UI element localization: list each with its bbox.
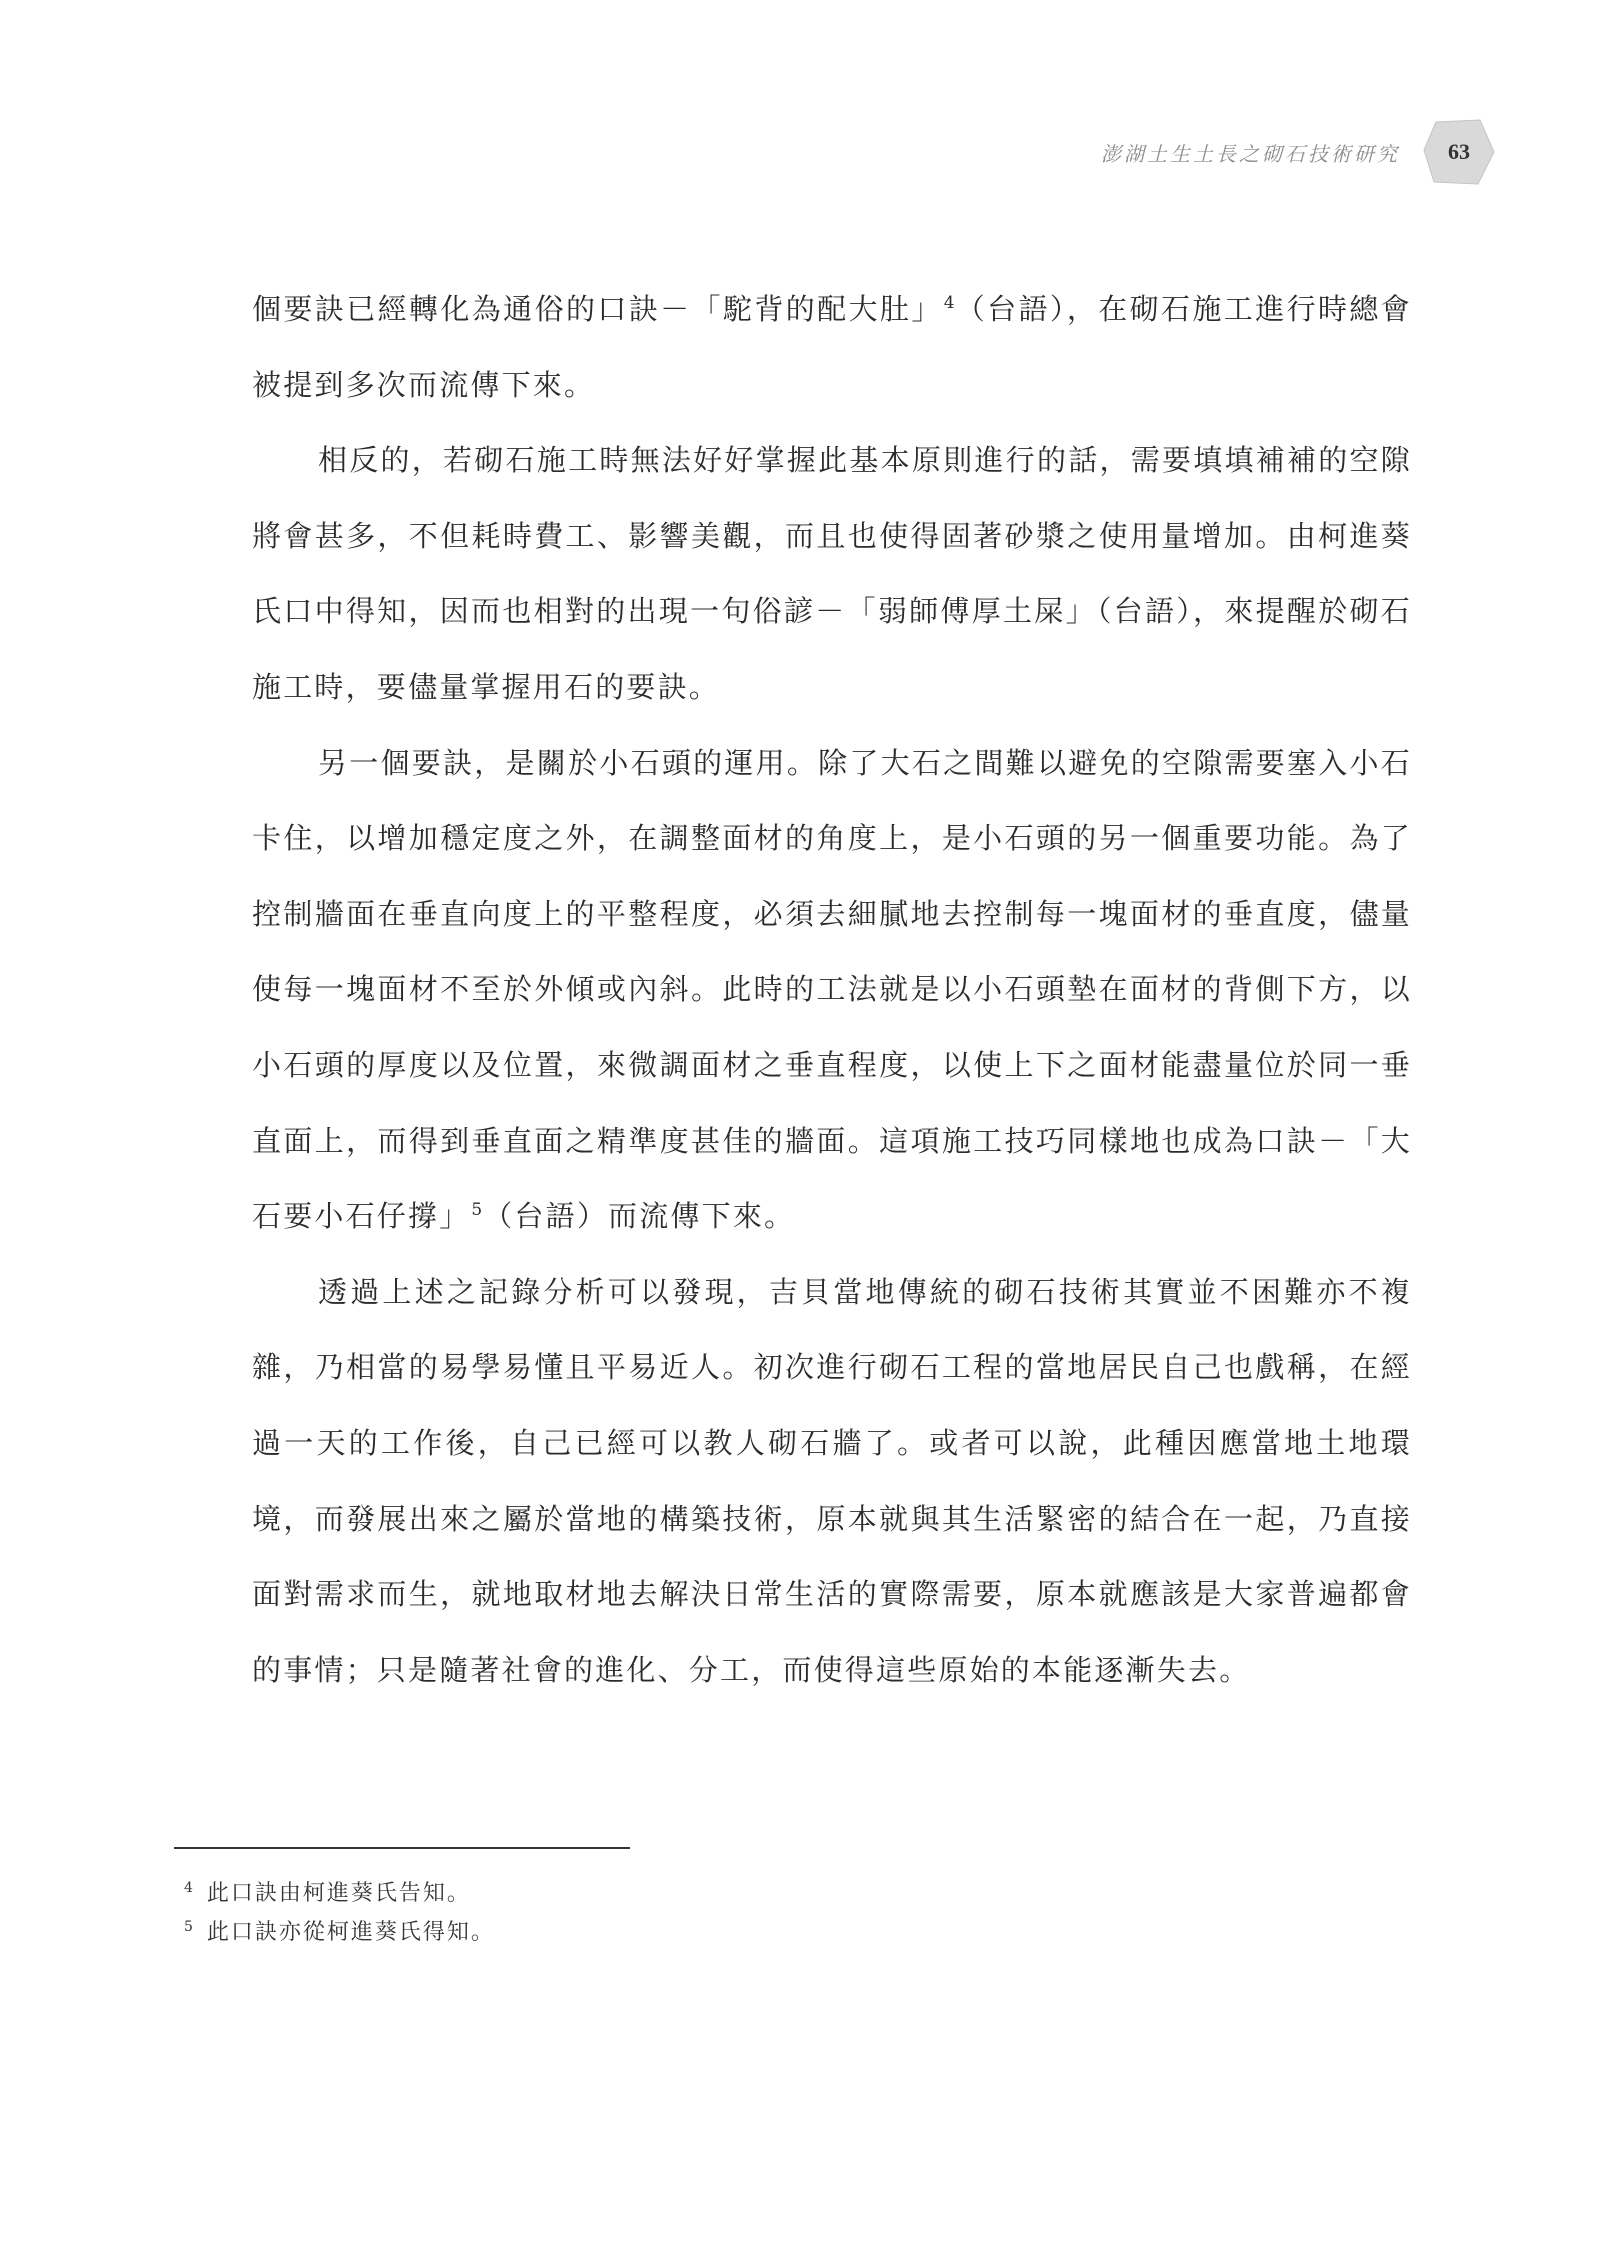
paragraph xyxy=(252,1255,1412,1709)
footnote xyxy=(184,1874,1184,1913)
footnote-reference[interactable]: 4 xyxy=(943,293,955,314)
page-number: 63 xyxy=(1448,139,1470,164)
paragraph-text: 透過上述之記錄分析可以發現，吉貝當地傳統的砌石技術其實並不困難亦不複雜，乃相當的易學易懂且平易近人。初次進行砌石工程的當地居民自己也戲稱，在經過一天的工作後，自己已經可以教人砌石牆了。或者可以說，此種因應當地土地環境，而發展出來之屬於當地的構築技術，原本就與其生活緊密的結合在一起，乃直接面對需求而生，就地取材地去解決日常生活的實際需要，原本就應該是大家普遍都會的事情；只是隨著社會的進化、分工，而使得這些原始的本能逐漸失去。 xyxy=(252,1274,1412,1687)
footnote xyxy=(184,1913,1184,1952)
footnote-divider xyxy=(174,1847,630,1849)
footnotes xyxy=(184,1874,1184,1952)
footnote-text: 此口訣由柯進葵氏告知。 xyxy=(206,1881,471,1906)
paragraph xyxy=(252,423,1412,725)
paragraph xyxy=(252,272,1412,423)
paragraph xyxy=(252,726,1412,1255)
footnote-text: 此口訣亦從柯進葵氏得知。 xyxy=(206,1920,495,1945)
paragraph-text: 個要訣已經轉化為通俗的口訣－「駝背的配大肚」 xyxy=(252,292,943,326)
paragraph-text: 另一個要訣，是關於小石頭的運用。除了大石之間難以避免的空隙需要塞入小石卡住，以增加穩定度之外，在調整面材的角度上，是小石頭的另一個重要功能。為了控制牆面在垂直向度上的平整程度，必須去細膩地去控制每一塊面材的垂直度，儘量使每一塊面材不至於外傾或內斜。此時的工法就是以小石頭墊在面材的背側下方，以小石頭的厚度以及位置，來微調面材之垂直程度，以使上下之面材能盡量位於同一垂直面上，而得到垂直面之精準度甚佳的牆面。這項施工技巧同樣地也成為口訣－「大石要小石仔撐」 xyxy=(252,745,1412,1234)
paragraph-text: （台語）而流傳下來。 xyxy=(483,1199,796,1234)
running-header-title: 澎湖土生土長之砌石技術研究 xyxy=(1101,142,1400,166)
body-text xyxy=(252,272,1412,1708)
page-number-badge xyxy=(1422,118,1496,186)
paragraph-text: 相反的，若砌石施工時無法好好掌握此基本原則進行的話，需要填填補補的空隙將會甚多，不但耗時費工、影響美觀，而且也使得固著砂漿之使用量增加。由柯進葵氏口中得知，因而也相對的出現一句俗諺－「弱師傅厚土屎」（台語），來提醒於砌石施工時，要儘量掌握用石的要訣。 xyxy=(252,443,1412,704)
footnote-number: 5 xyxy=(184,1918,195,1935)
footnote-number: 4 xyxy=(184,1879,195,1896)
paragraph-text: （台語），在砌石施工進行時總會被提到多次而流傳下來。 xyxy=(252,292,1412,402)
footnote-reference[interactable]: 5 xyxy=(471,1200,483,1221)
